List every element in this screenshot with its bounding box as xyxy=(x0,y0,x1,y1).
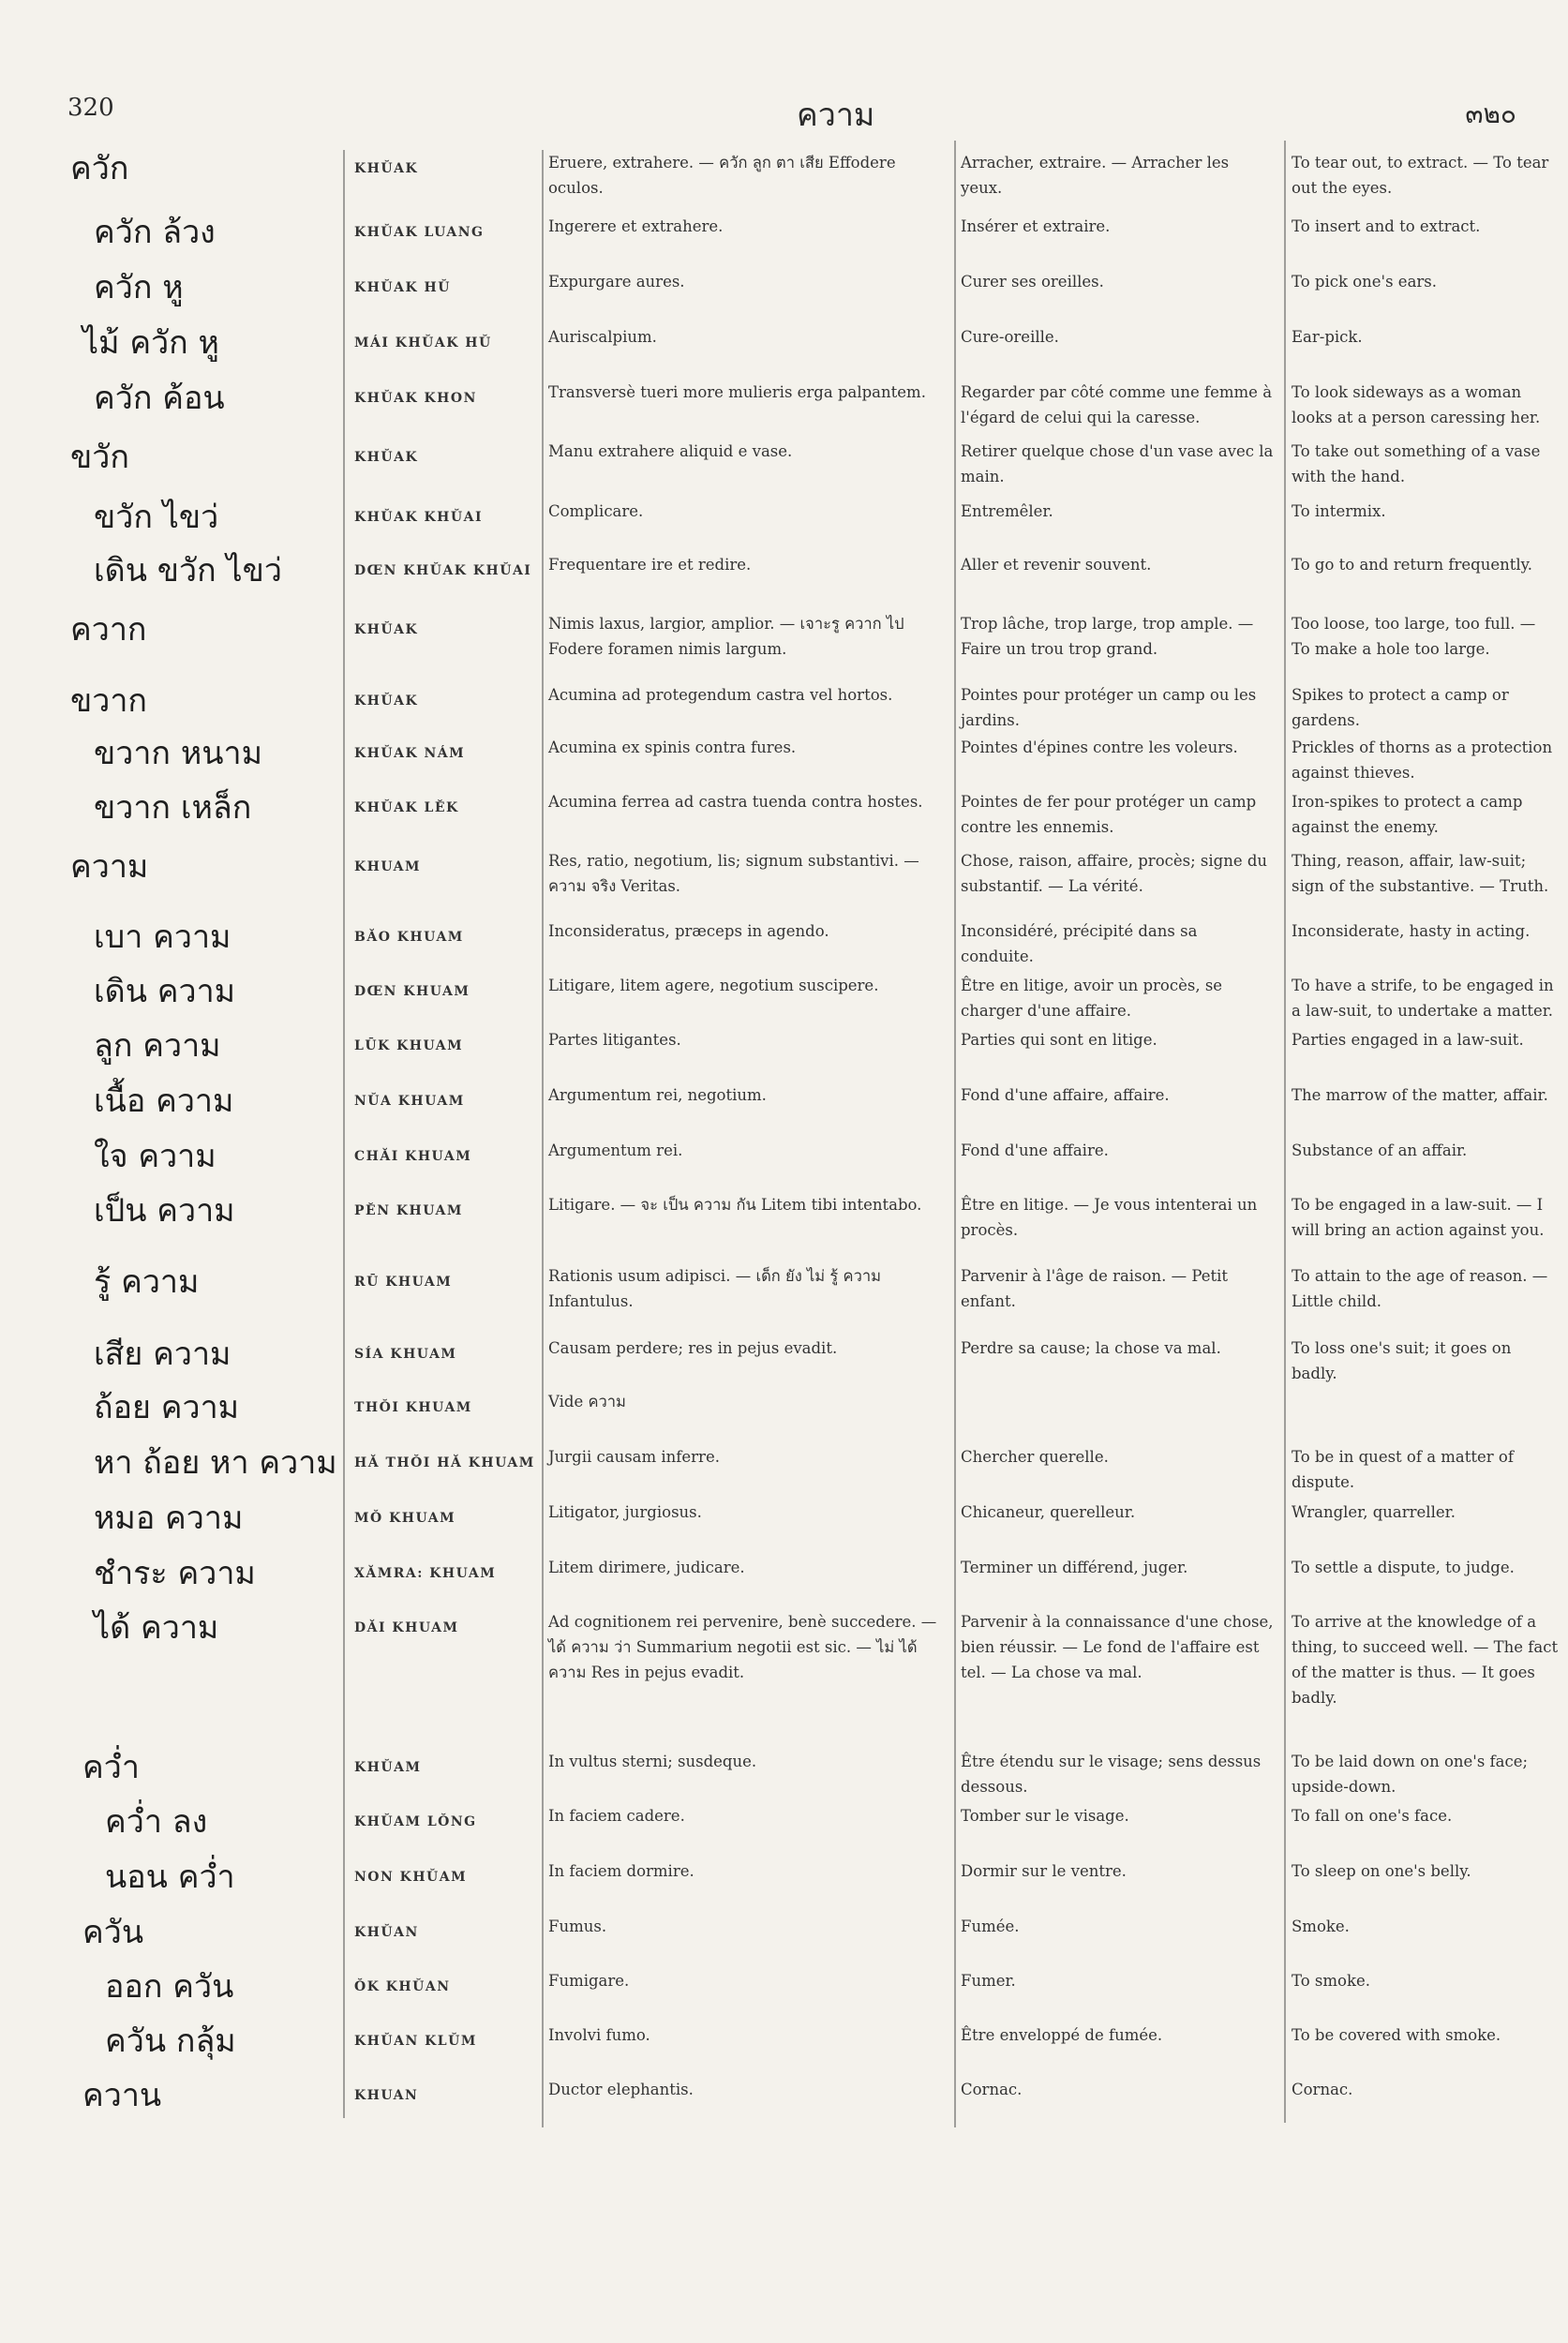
english-definition: Iron-spikes to protect a camp against the enemy. xyxy=(1292,793,1523,836)
latin-definition: Jurgii causam inferre. xyxy=(548,1448,720,1466)
romanization: NŬA KHUAM xyxy=(354,1094,465,1109)
english-definition: To smoke. xyxy=(1292,1972,1370,1990)
latin-definition: Partes litigantes. xyxy=(548,1031,681,1049)
latin-definition: Acumina ferrea ad castra tuenda contra hostes. xyxy=(548,793,923,811)
english-definition: To settle a dispute, to judge. xyxy=(1292,1559,1515,1576)
romanization: KHUAM xyxy=(354,859,422,874)
romanization: KHŬAM xyxy=(354,1760,422,1775)
page-running-title: ความ xyxy=(797,97,875,134)
english-definition: To attain to the age of reason. — Little child. xyxy=(1292,1267,1548,1310)
romanization: MŎ KHUAM xyxy=(354,1511,456,1526)
romanization: ŎK KHŬAN xyxy=(354,1979,451,1994)
latin-definition: Inconsideratus, præceps in agendo. xyxy=(548,922,829,940)
french-definition: Aller et revenir souvent. xyxy=(961,556,1152,574)
french-definition: Insérer et extraire. xyxy=(961,217,1111,235)
latin-definition: Eruere, extrahere. — ควัก ลูก ตา เสีย Effodere oculos. xyxy=(548,154,896,197)
english-definition: Ear-pick. xyxy=(1292,328,1363,346)
latin-definition: Involvi fumo. xyxy=(548,2026,650,2044)
french-definition: Pointes d'épines contre les voleurs. xyxy=(961,739,1238,756)
thai-headword: ความ xyxy=(70,848,149,886)
page-number: 320 xyxy=(67,94,114,122)
romanization: KHŬAK LUANG xyxy=(354,225,485,240)
thai-headword: ชำระ ความ xyxy=(94,1555,256,1592)
thai-headword: ไม้ ควัก หู xyxy=(82,324,219,362)
latin-definition: Frequentare ire et redire. xyxy=(548,556,752,574)
english-definition: To insert and to extract. xyxy=(1292,217,1481,235)
romanization: KHŬAK HŬ xyxy=(354,280,451,295)
romanization: KHŬAK NÁM xyxy=(354,746,466,761)
latin-definition: Rationis usum adipisci. — เด็ก ยัง ไม่ รู้ ความ Infantulus. xyxy=(548,1267,881,1310)
romanization: KHŬAK KHON xyxy=(354,391,477,406)
thai-headword: ควัน xyxy=(82,1914,144,1951)
latin-definition: Ductor elephantis. xyxy=(548,2081,694,2098)
latin-definition: Causam perdere; res in pejus evadit. xyxy=(548,1339,838,1357)
latin-definition: Litigare. — จะ เป็น ความ กัน Litem tibi intentabo. xyxy=(548,1196,922,1214)
french-definition: Cornac. xyxy=(961,2081,1023,2098)
french-definition: Être enveloppé de fumée. xyxy=(961,2026,1163,2044)
latin-definition: Litigator, jurgiosus. xyxy=(548,1503,702,1521)
english-definition: To be in quest of a matter of dispute. xyxy=(1292,1448,1514,1491)
english-definition: To fall on one's face. xyxy=(1292,1807,1453,1825)
french-definition: Retirer quelque chose d'un vase avec la main. xyxy=(961,442,1274,485)
french-definition: Curer ses oreilles. xyxy=(961,273,1104,291)
latin-definition: In faciem dormire. xyxy=(548,1862,694,1880)
english-definition: Spikes to protect a camp or gardens. xyxy=(1292,686,1509,729)
latin-definition: Litigare, litem agere, negotium suscipere. xyxy=(548,977,879,994)
english-definition: To loss one's suit; it goes on badly. xyxy=(1292,1339,1512,1382)
thai-headword: เบา ความ xyxy=(94,918,231,956)
romanization: NON KHŬAM xyxy=(354,1870,468,1885)
english-definition: To tear out, to extract. — To tear out the eyes. xyxy=(1292,154,1549,197)
french-definition: Cure-oreille. xyxy=(961,328,1059,346)
romanization: DŒN KHŬAK KHŬAI xyxy=(354,563,532,578)
thai-headword: เดิน ความ xyxy=(94,973,236,1010)
latin-definition: Argumentum rei. xyxy=(548,1142,683,1159)
english-definition: To take out something of a vase with the hand. xyxy=(1292,442,1541,485)
latin-definition: Litem dirimere, judicare. xyxy=(548,1559,745,1576)
french-definition: Dormir sur le ventre. xyxy=(961,1862,1127,1880)
french-definition: Inconsidéré, précipité dans sa conduite. xyxy=(961,922,1198,965)
french-definition: Parvenir à l'âge de raison. — Petit enfant. xyxy=(961,1267,1229,1310)
thai-headword: ควาก xyxy=(70,611,147,649)
latin-definition: Ingerere et extrahere. xyxy=(548,217,724,235)
romanization: KHŬAM LŎNG xyxy=(354,1814,477,1829)
french-definition: Pointes de fer pour protéger un camp contre les ennemis. xyxy=(961,793,1257,836)
latin-definition: Ad cognitionem rei pervenire, benè succedere. — ได้ ความ ว่า Summarium negotii est sic. — ไม่ ได้ ความ Res in pejus evadit. xyxy=(548,1613,937,1681)
latin-definition: In faciem cadere. xyxy=(548,1807,685,1825)
column-rule xyxy=(343,150,345,2118)
french-definition: Parvenir à la connaissance d'une chose, bien réussir. — Le fond de l'affaire est tel. — La chose va mal. xyxy=(961,1613,1274,1681)
thai-headword: หมอ ความ xyxy=(94,1500,244,1537)
english-definition: Prickles of thorns as a protection against thieves. xyxy=(1292,739,1553,782)
romanization: LŪK KHUAM xyxy=(354,1038,464,1053)
thai-headword: ควาน xyxy=(82,2077,162,2114)
romanization: XĂMRA: KHUAM xyxy=(354,1566,497,1581)
latin-definition: Fumigare. xyxy=(548,1972,630,1990)
thai-headword: ควัก ค้อน xyxy=(94,380,225,417)
english-definition: Wrangler, quarreller. xyxy=(1292,1503,1456,1521)
english-definition: To have a strife, to be engaged in a law-suit, to undertake a matter. xyxy=(1292,977,1554,1020)
french-definition: Être en litige. — Je vous intenterai un procès. xyxy=(961,1196,1258,1239)
romanization: RŪ KHUAM xyxy=(354,1275,453,1290)
thai-headword: เนื้อ ความ xyxy=(94,1082,234,1120)
latin-definition: Res, ratio, negotium, lis; signum substantivi. — ความ จริง Veritas. xyxy=(548,852,919,895)
french-definition: Être étendu sur le visage; sens dessus dessous. xyxy=(961,1753,1262,1796)
romanization: CHĂI KHUAM xyxy=(354,1149,472,1164)
english-definition: To be laid down on one's face; upside-down. xyxy=(1292,1753,1529,1796)
thai-headword: หา ถ้อย หา ความ xyxy=(94,1444,337,1482)
latin-definition: In vultus sterni; susdeque. xyxy=(548,1753,757,1770)
french-definition: Parties qui sont en litige. xyxy=(961,1031,1157,1049)
english-definition: To intermix. xyxy=(1292,502,1386,520)
english-definition: To pick one's ears. xyxy=(1292,273,1438,291)
thai-headword: ขวาก เหล็ก xyxy=(94,789,252,827)
thai-headword: ควัก xyxy=(70,150,129,187)
latin-definition: Transversè tueri more mulieris erga palpantem. xyxy=(548,383,926,401)
romanization: SÍA KHUAM xyxy=(354,1347,457,1362)
english-definition: Thing, reason, affair, law-suit; sign of the substantive. — Truth. xyxy=(1292,852,1549,895)
english-definition: Too loose, too large, too full. — To make a hole too large. xyxy=(1292,615,1536,658)
english-definition: To go to and return frequently. xyxy=(1292,556,1533,574)
english-definition: Substance of an affair. xyxy=(1292,1142,1468,1159)
romanization: DĂI KHUAM xyxy=(354,1620,459,1635)
thai-headword: ควัก หู xyxy=(94,269,184,306)
thai-headword: ควัก ล้วง xyxy=(94,214,216,251)
thai-headword: รู้ ความ xyxy=(94,1263,200,1301)
latin-definition: Acumina ex spinis contra fures. xyxy=(548,739,797,756)
english-definition: The marrow of the matter, affair. xyxy=(1292,1086,1548,1104)
column-rule xyxy=(954,141,956,2127)
english-definition: Smoke. xyxy=(1292,1918,1350,1935)
romanization: KHUAN xyxy=(354,2088,419,2103)
romanization: KHŬAK xyxy=(354,694,419,709)
latin-definition: Fumus. xyxy=(548,1918,607,1935)
thai-headword: เป็น ความ xyxy=(94,1192,235,1230)
french-definition: Chose, raison, affaire, procès; signe du substantif. — La vérité. xyxy=(961,852,1268,895)
english-definition: To sleep on one's belly. xyxy=(1292,1862,1471,1880)
english-definition: Parties engaged in a law-suit. xyxy=(1292,1031,1524,1049)
thai-headword: ขวาก xyxy=(70,682,148,720)
french-definition: Fond d'une affaire. xyxy=(961,1142,1109,1159)
french-definition: Chercher querelle. xyxy=(961,1448,1109,1466)
thai-headword: ลูก ความ xyxy=(94,1027,221,1065)
romanization: KHŬAK KHŬAI xyxy=(354,510,484,525)
romanization: THŎI KHUAM xyxy=(354,1400,472,1415)
english-definition: To look sideways as a woman looks at a person caressing her. xyxy=(1292,383,1541,426)
thai-headword: ออก ควัน xyxy=(105,1968,234,2006)
thai-headword: ขวัก xyxy=(70,439,129,476)
romanization: MÁI KHŬAK HŬ xyxy=(354,336,492,351)
thai-page-number: ๓๒๐ xyxy=(1465,98,1516,129)
thai-headword: เสีย ความ xyxy=(94,1336,231,1373)
thai-headword: ควัน กลุ้ม xyxy=(105,2022,236,2060)
french-definition: Fumée. xyxy=(961,1918,1020,1935)
latin-definition: Argumentum rei, negotium. xyxy=(548,1086,767,1104)
french-definition: Chicaneur, querelleur. xyxy=(961,1503,1136,1521)
french-definition: Arracher, extraire. — Arracher les yeux. xyxy=(961,154,1230,197)
thai-headword: คว่ำ ลง xyxy=(105,1803,208,1841)
english-definition: Inconsiderate, hasty in acting. xyxy=(1292,922,1531,940)
latin-definition: Auriscalpium. xyxy=(548,328,657,346)
english-definition: To be engaged in a law-suit. — I will bring an action against you. xyxy=(1292,1196,1545,1239)
romanization: KHŬAK LĔK xyxy=(354,800,459,815)
romanization: DŒN KHUAM xyxy=(354,984,470,999)
column-rule xyxy=(542,150,544,2127)
french-definition: Trop lâche, trop large, trop ample. — Faire un trou trop grand. xyxy=(961,615,1254,658)
french-definition: Pointes pour protéger un camp ou les jardins. xyxy=(961,686,1257,729)
romanization: HĂ THŎI HĂ KHUAM xyxy=(354,1455,535,1470)
french-definition: Tomber sur le visage. xyxy=(961,1807,1129,1825)
french-definition: Terminer un différend, juger. xyxy=(961,1559,1188,1576)
french-definition: Fond d'une affaire, affaire. xyxy=(961,1086,1170,1104)
french-definition: Entremêler. xyxy=(961,502,1053,520)
romanization: KHŬAN KLŬM xyxy=(354,2034,477,2049)
latin-definition: Vide ความ xyxy=(548,1393,626,1410)
english-definition: To be covered with smoke. xyxy=(1292,2026,1501,2044)
thai-headword: ขวาก หนาม xyxy=(94,735,262,772)
thai-headword: คว่ำ xyxy=(82,1749,140,1786)
latin-definition: Nimis laxus, largior, amplior. — เจาะรู ควาก ไป Fodere foramen nimis largum. xyxy=(548,615,904,658)
column-rule xyxy=(1284,141,1286,2123)
romanization: BĂO KHUAM xyxy=(354,930,464,945)
latin-definition: Acumina ad protegendum castra vel hortos. xyxy=(548,686,893,704)
romanization: PĔN KHUAM xyxy=(354,1203,463,1218)
thai-headword: ถ้อย ความ xyxy=(94,1389,240,1426)
french-definition: Perdre sa cause; la chose va mal. xyxy=(961,1339,1221,1357)
english-definition: Cornac. xyxy=(1292,2081,1353,2098)
thai-headword: ได้ ความ xyxy=(94,1609,219,1647)
english-definition: To arrive at the knowledge of a thing, to succeed well. — The fact of the matter is thus. — It goes badly. xyxy=(1292,1613,1559,1707)
romanization: KHŬAK xyxy=(354,450,419,465)
french-definition: Être en litige, avoir un procès, se charger d'une affaire. xyxy=(961,977,1223,1020)
thai-headword: ใจ ความ xyxy=(94,1138,217,1175)
latin-definition: Manu extrahere aliquid e vase. xyxy=(548,442,793,460)
french-definition: Fumer. xyxy=(961,1972,1016,1990)
romanization: KHŬAK xyxy=(354,161,419,176)
romanization: KHŬAK xyxy=(354,622,419,637)
romanization: KHŬAN xyxy=(354,1925,419,1940)
thai-headword: เดิน ขวัก ไขว่ xyxy=(94,552,282,589)
latin-definition: Expurgare aures. xyxy=(548,273,685,291)
french-definition: Regarder par côté comme une femme à l'égard de celui qui la caresse. xyxy=(961,383,1273,426)
thai-headword: ขวัก ไขว่ xyxy=(94,499,219,536)
thai-headword: นอน คว่ำ xyxy=(105,1858,235,1896)
latin-definition: Complicare. xyxy=(548,502,644,520)
